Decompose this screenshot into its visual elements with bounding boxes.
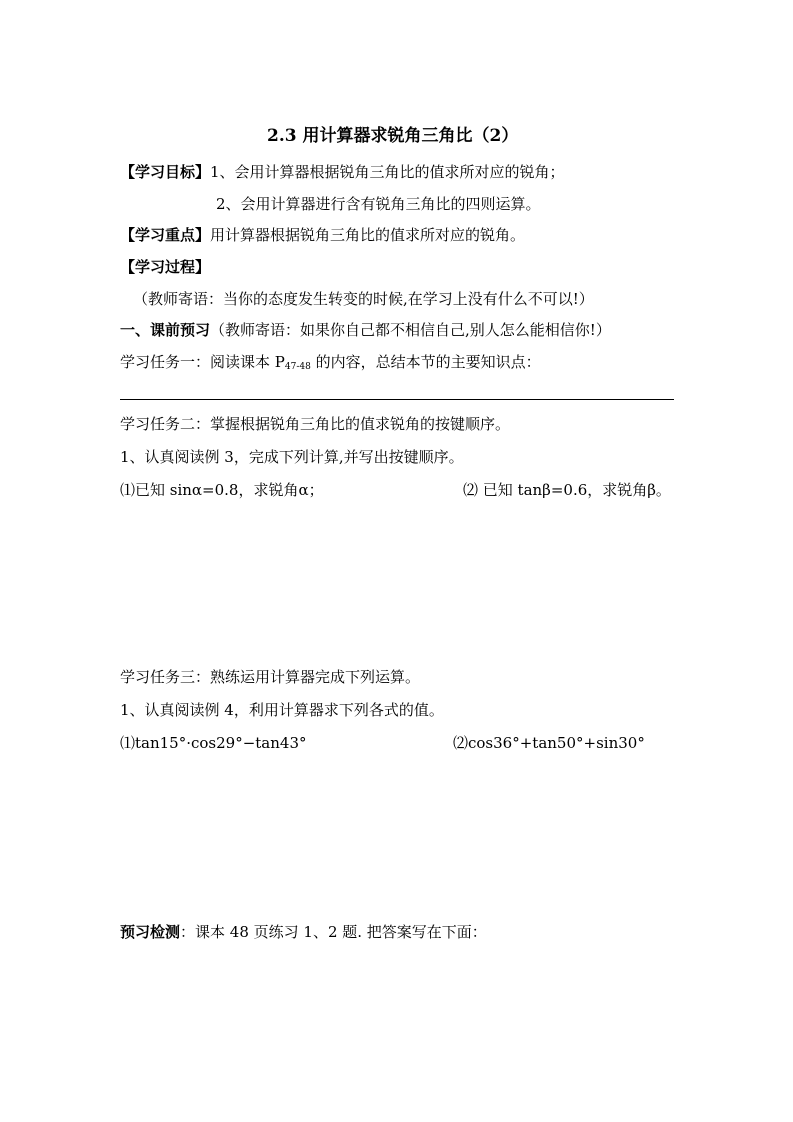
task2-problem-2: ⑵ 已知 tanβ=0.6，求锐角β。 (463, 481, 671, 499)
task1-text-before: 学习任务一：阅读课本 P (120, 353, 285, 371)
task3-problem-1: ⑴tan15°·cos29°−tan43° (120, 734, 307, 752)
preview-label: 一、课前预习 (120, 321, 211, 339)
check-line (120, 922, 487, 942)
task1-text-after: 的内容，总结本节的主要知识点： (310, 353, 541, 371)
page-title: 2.3 用计算器求锐角三角比（2） (267, 126, 519, 146)
key-points-text: 用计算器根据锐角三角比的值求所对应的锐角。 (210, 226, 526, 244)
task3-problem-2: ⑵cos36°+tan50°+sin30° (453, 734, 645, 752)
key-points-line (120, 225, 525, 245)
objective-item-2: 2、会用计算器进行含有锐角三角比的四则运算。 (216, 195, 541, 213)
task2-problem-1: ⑴已知 sinα=0.8，求锐角α； (120, 481, 324, 499)
task2-heading: 学习任务二：掌握根据锐角三角比的值求锐角的按键顺序。 (120, 415, 511, 433)
task2-instruction: 1、认真阅读例 3，完成下列计算,并写出按键顺序。 (120, 448, 464, 466)
task3-instruction: 1、认真阅读例 4，利用计算器求下列各式的值。 (120, 701, 444, 719)
objectives-label: 【学习目标】 (120, 163, 211, 181)
preview-teacher-note: （教师寄语：如果你自己都不相信自己,别人怎么能相信你!） (210, 321, 611, 339)
objectives-line-1 (120, 162, 565, 182)
task3-heading: 学习任务三：熟练运用计算器完成下列运算。 (120, 668, 421, 686)
preview-line (120, 320, 611, 340)
check-label: 预习检测 (120, 923, 181, 941)
check-text: ：课本 48 页练习 1、2 题. 把答案写在下面： (180, 923, 487, 941)
task1-line (120, 352, 541, 377)
answer-line (120, 399, 674, 400)
task1-page-range: 47-48 (284, 362, 311, 372)
process-teacher-note: （教师寄语：当你的态度发生转变的时候,在学习上没有什么不可以!） (133, 290, 594, 308)
objective-item-1: 1、会用计算器根据锐角三角比的值求所对应的锐角； (210, 163, 565, 181)
key-points-label: 【学习重点】 (120, 226, 211, 244)
process-label: 【学习过程】 (120, 258, 211, 276)
